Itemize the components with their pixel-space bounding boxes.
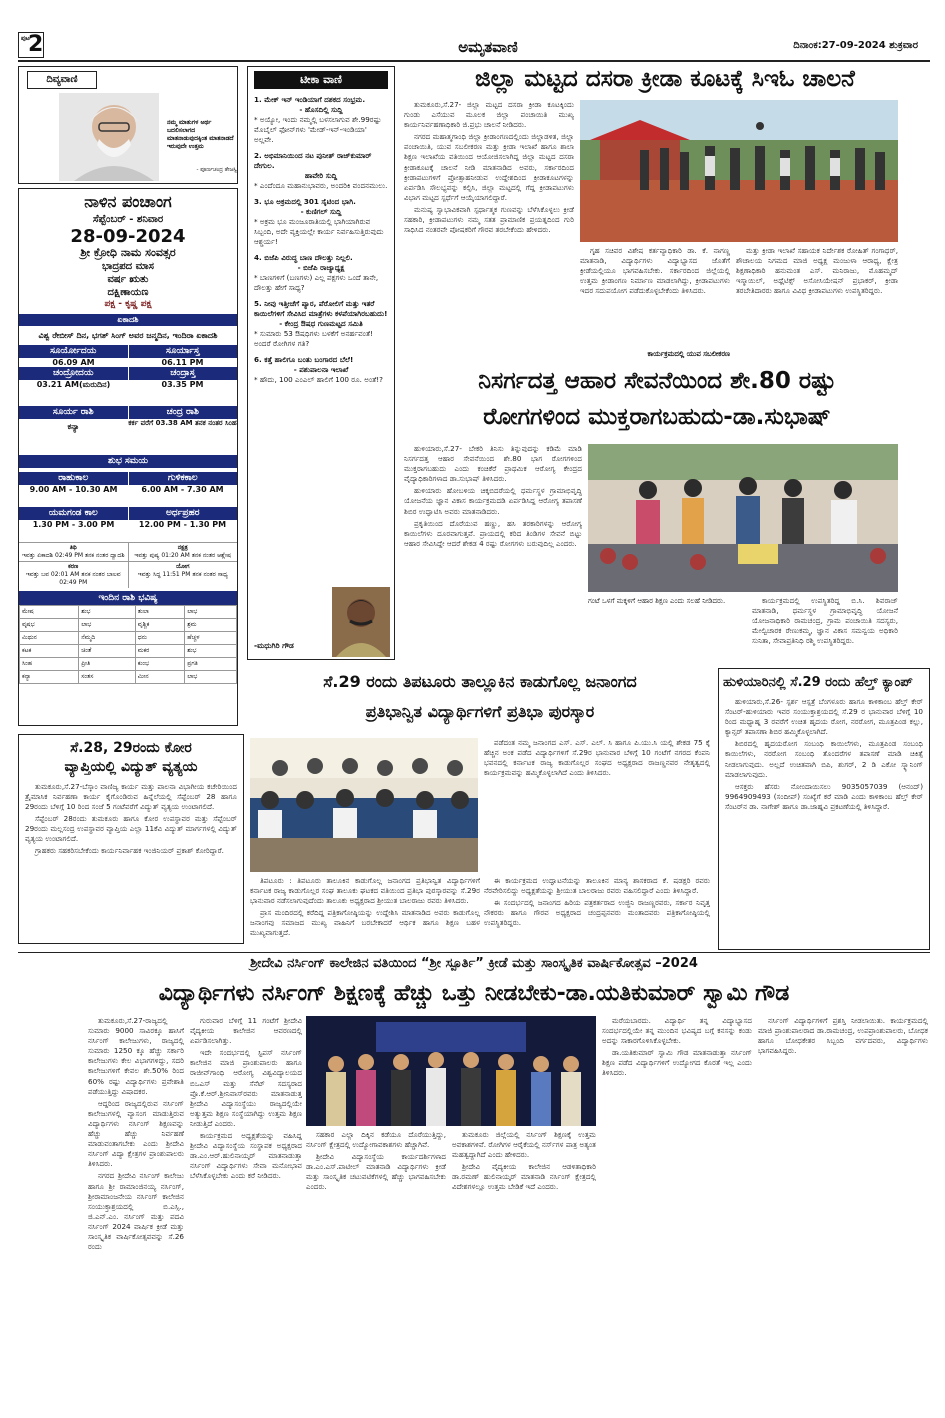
kadu-photo — [250, 738, 478, 872]
moonset-value: 03.35 PM — [161, 380, 204, 390]
paragraph: ಪಡೆದಂತ ನಮ್ಮ ಜನಾಂಗದ ಎಸ್. ಎಸ್. ಎಲ್. ಸಿ ಹಾಗೂ ಪಿ.ಯು.ಸಿ ಯಲ್ಲಿ ಶೇಕಡ 75 ಕ್ಕೆ ಹೆಚ್ಚಿನ ಅಂಕ ಪಡೆದ ವಿದ್ಯಾರ್ಥಿಗಳಿಗೆ ಸೆ.29ರ ಭಾನುವಾರ ಬೆಳಿಗ್ಗೆ 10 ಗಂಟೆಗೆ ನಗರದ ಕೆಂಪನಿ ಭವನದಲ್ಲಿ ಕರ್ನಾಟಕ ರಾಜ್ಯ ಕಾಡುಗೊಲ್ಲರ ಸಂಘದ ಅಧ್ಯಕ್ಷರಾದ ರಾಜಣ್ಣನವರ ನೇತೃತ್ವದಲ್ಲಿ ಕಾರ್ಯಕ್ರಮವನ್ನು ಹಮ್ಮಿಕೊಳ್ಳಲಾಗಿದೆ ಎಂದು ತಿಳಿಸಿದರು. — [484, 738, 710, 778]
power-body — [25, 782, 237, 932]
tithi-row — [19, 542, 237, 561]
teeka-list — [254, 95, 388, 585]
teeka-answer: * ಎಂದೆಂದೂ ಮಹಾನುಭಾವರು, ಅಂದರಿಕಿ ವಂದನಮುಲು. — [254, 181, 388, 190]
teeka-question: 6. ಕತ್ತೆ ಹಾಲಿಗೂ ಬಂತು ಬಂಗಾರದ ಬೆಲೆ! — [254, 355, 354, 364]
tithi-label: ತಿಥಿ — [69, 544, 77, 552]
panchanga-month-day: ಸೆಪ್ಟೆಂಬರ್ - ಶನಿವಾರ — [92, 213, 164, 225]
rashi-cell: ಕುಂಭ — [135, 658, 184, 671]
yama-labels — [19, 507, 237, 520]
divyavani-quote: ನಮ್ಮ ಮಾತುಗಳ ಅರ್ಥ ಬದಲಿಸಲಾಗದ ಮಾತನಾಡುವುದಕ್ಕಿಂತ ಮಾತನಾಡದೆ ಇರುವುದೇ ಉತ್ತಮ — [167, 119, 234, 150]
sunset-label: ಸೂರ್ಯಾಸ್ತ — [129, 345, 238, 358]
rashi-row — [20, 619, 237, 632]
masthead — [18, 30, 930, 62]
panchanga-paksha: ಪಕ್ಷ - ಕೃಷ್ಣ ಪಕ್ಷ — [104, 299, 152, 310]
teeka-source: - ಕುಣಿಗಲ್ ಸುದ್ದಿ — [300, 207, 342, 216]
rashi-cell: ಲಾಭ — [79, 619, 136, 632]
teeka-source: - ಪಶುಪಾಲನಾ ಇಲಾಖೆ — [293, 365, 349, 374]
nursing-col1 — [88, 1016, 184, 1412]
teeka-byline: -ಮಧುಗಿರಿ ಗೌಡ — [254, 641, 294, 650]
panchanga-box — [18, 188, 238, 726]
rashi-row — [20, 632, 237, 645]
paragraph: ಡಾ.ಯತಿಕುಮಾರ್ ಸ್ವಾಮಿ ಗೌಡ ಮಾತನಾಡುತ್ತಾ ನರ್ಸಿಂಗ್ ಶಿಕ್ಷಣ ಪಡೆದ ವಿದ್ಯಾರ್ಥಿಗಳಿಗೆ ಉದ್ಯೋಗದ ಕೊರತೆ ಇಲ್ಲ ಎಂದು ತಿಳಿಸಿದರು. — [602, 1048, 752, 1078]
teeka-answer: * ಅಕ್ರಮ ಭೂ ಮಂಜೂರಾತಿಯಲ್ಲಿ ಭಾಗಿಯಾಗಿರುವ ಸಿಬ್ಬಂದಿ, ಅದೇ ವ್ಯಕ್ತಿಯಲ್ಲೇ ಕಾರ್ಯ ನಿರ್ವಹಿಸುತ್ತಿರುವುದು ಆಶ್ಚರ್ಯ! — [254, 217, 384, 246]
surya-rashi-label: ಸೂರ್ಯ ರಾಶಿ — [19, 406, 129, 419]
ardha-label: ಅರ್ಧಪ್ರಹರ — [129, 507, 238, 520]
teeka-source: - ಕೇಂದ್ರ ಔಷಧ ಗುಣಮಟ್ಟದ ಸಮಿತಿ — [279, 319, 363, 328]
nakshatra-value: ಇವತ್ತು ಪುಷ್ಯ 01:20 AM ತನಕ ನಂತರ ಆಶ್ಲೇಷ — [134, 552, 232, 560]
rashi-cell: ವೃಶ್ಚಿಕ — [135, 619, 184, 632]
rashi-cell: ಮಿಥುನ — [20, 632, 79, 645]
paragraph: ತುಮಕೂರು ಜಿಲ್ಲೆಯಲ್ಲಿ ನರ್ಸಿಂಗ್ ಶಿಕ್ಷಣಕ್ಕೆ ಉತ್ತಮ ಅವಕಾಶಗಳಿವೆ. ರೋಗಿಗಳ ಆರೈಕೆಯಲ್ಲಿ ನರ್ಸ್‌ಗಳ ಪಾತ್ರ ಅತ್ಯಂತ ಮಹತ್ವದ್ದಾಗಿದೆ ಎಂದು ಹೇಳಿದರು. — [452, 1130, 596, 1160]
paragraph: ಶ್ರೀದೇವಿ ವೈದ್ಯಕೀಯ ಕಾಲೇಜಿನ ಆಡಳಿತಾಧಿಕಾರಿ ಡಾ.ರಮಣ್ ಹುಲಿನಾಯ್ಕರ್ ಮಾತನಾಡಿ ನರ್ಸಿಂಗ್ ಕ್ಷೇತ್ರದಲ್ಲಿ ವಿದೇಶಗಳಲ್ಲೂ ಉತ್ತಮ ಬೇಡಿಕೆ ಇದೆ ಎಂದರು. — [452, 1162, 596, 1192]
teeka-source: - ಬಿಜೆಪಿ ರಾಜ್ಯಾಧ್ಯಕ್ಷ — [297, 263, 345, 272]
ardha-value: 12.00 PM - 1.30 PM — [138, 520, 227, 530]
divyavani-heading: ದಿವ್ಯವಾಣಿ — [27, 71, 97, 89]
page-number: 2 — [28, 32, 44, 57]
nutrition-caption: ಗಂಟೆ ಒಳಗೆ ಮಕ್ಕಳಿಗೆ ಆಹಾರ ಶಿಕ್ಷಣ ಎಂದು ಸಲಹೆ ನೀಡಿದರು. — [588, 597, 726, 605]
power-story-box — [18, 734, 244, 944]
rashi-cell: ಹೆಚ್ಚಳ — [185, 632, 237, 645]
paragraph: ಕಾರ್ಯಕ್ರಮದಲ್ಲಿ ಉಪಸ್ಥಿತರಿದ್ದ ಬಿ.ಸಿ. ಶಿವರಾಜ್ ಮಾತನಾಡಿ, ಧರ್ಮಸ್ಥಳ ಗ್ರಾಮಾಭಿವೃದ್ಧಿ ಯೋಜನೆ ಯೋಜನಾಧಿಕಾರಿ ರಾಮಚಂದ್ರ, ಗ್ರಾಮ ಪಂಚಾಯಿತಿ ಸದಸ್ಯರು, ಮೇಲ್ವಿಚಾರಕ ರೇಣುಕಮ್ಮ, ಜ್ಞಾನ ವಿಕಾಸ ಸಮನ್ವಯ ಅಧಿಕಾರಿ ಸುನಿತಾ, ಸೇವಾಪ್ರತಿನಿಧಿ ರಶ್ಮಿ ಉಪಸ್ಥಿತರಿದ್ದರು. — [752, 596, 898, 646]
rashi-values — [19, 419, 237, 453]
rashi-table — [19, 605, 237, 684]
rashi-cell: ಲಾಭ — [185, 671, 237, 684]
rashi-cell: ವೃಷಭ — [20, 619, 79, 632]
nursing-col2 — [190, 1016, 302, 1412]
paragraph: ಹುಳಿಯಾರು,ಸೆ.26- ಸ್ಪರ್ಶ ಆಸ್ಪತ್ರೆ ಬೆಂಗಳೂರು ಹಾಗೂ ಕಾಳಿಕಾಂಬ ಹೆಲ್ತ್ ಕೇರ್ ಸೆಂಟರ್-ಹುಳಿಯಾರು ಇವರ ಸಂಯುಕ್ತಾಶ್ರಯದಲ್ಲಿ ಸೆ.29 ರ ಭಾನುವಾರ ಬೆಳಿಗ್ಗೆ 10 ರಿಂದ ಮಧ್ಯಾಹ್ನ 3 ರವರೆಗೆ ಉಚಿತ ಹೃದಯ ರೋಗ, ನರರೋಗ, ಮೂತ್ರಪಿಂಡ ಕಲ್ಲು, ಕ್ಯಾನ್ಸರ್ ತಪಾಸಣಾ ಶಿಬಿರ ಹಮ್ಮಿಕೊಳ್ಳಲಾಗಿದೆ. — [725, 697, 923, 737]
karana-cell — [19, 562, 129, 588]
rashi-cell: ತುಲಾ — [135, 606, 184, 619]
paragraph: ಸಹಕಾರ ಎಲ್ಲಾ ದಿಕ್ಕಿನ ಕಡೆಯೂ ದೊರೆಯುತ್ತಿದ್ದು, ನರ್ಸಿಂಗ್ ಕ್ಷೇತ್ರದಲ್ಲಿ ಉದ್ಯೋಗಾವಕಾಶಗಳು ಹೆಚ್ಚಾಗಿವೆ. — [306, 1130, 446, 1150]
rashi-cell: ಪ್ರೀತಿ — [79, 658, 136, 671]
paragraph: ಆಸಕ್ತರು ಹೆಸರು ನೋಂದಾಯಿಸಲು 9035057039 (ಆನಂದ್) 9964909493 (ಸಂದೀಪ್) ಸಂಖ್ಯೆಗೆ ಕರೆ ಮಾಡಿ ಎಂದು ಕಾಳಿಕಾಂಬ ಹೆಲ್ತ್ ಕೇರ್ ಸೆಂಟರ್‌ನ ಡಾ. ನಾಗೇಶ್ ಹಾಗೂ ಡಾ.ಜಾಹ್ನವಿ ಪ್ರಕಟಣೆಯಲ್ಲಿ ತಿಳಿಸಿದ್ದಾರೆ. — [725, 781, 923, 811]
rashi-labels — [19, 406, 237, 419]
paragraph: ತುಮಕೂರು,ಸೆ.27- ಜಿಲ್ಲಾ ಮಟ್ಟದ ದಸರಾ ಕ್ರೀಡಾ ಕೂಟಕ್ಕಿಂದು ಗುಂಡು ಎಸೆಯುವ ಮೂಲಕ ಜಿಲ್ಲಾ ಪಂಚಾಯಿತಿ ಮುಖ್ಯ ಕಾರ್ಯನಿರ್ವಹಣಾಧಿಕಾರಿ ಜಿ.ಪ್ರಭು ಚಾಲನೆ ನೀಡಿದರು. — [404, 100, 574, 130]
rashi-row — [20, 671, 237, 684]
yoga-cell — [129, 562, 238, 588]
sports-photo — [580, 100, 898, 242]
special-day: ವಿಶ್ವ ರೇಬೀಸ್ ದಿನ, ಭಗತ್ ಸಿಂಗ್ ಅವರ ಜನ್ಮದಿನ, ಇಂದಿರಾ ಏಕಾದಶಿ — [38, 331, 218, 341]
teeka-answer: * ಅಯ್ಯೋ, ಇಂದು ನಮ್ಮಲ್ಲಿ ಬಳಸಲಾಗುವ ಶೇ.99ರಷ್ಟು ಮೊಬೈಲ್ ಫೋನ್‌ಗಳು 'ಮೇಡ್-ಇನ್-ಇಂಡಿಯಾ' ಅಲ್ಲವೇ. — [254, 115, 382, 144]
rashi-cell: ಚಿಂತೆ — [79, 645, 136, 658]
karana-row — [19, 561, 237, 588]
rashi-cell: ಕನ್ಯಾ — [20, 671, 79, 684]
teeka-question: 1. ಮೇಕ್ ಇನ್ ಇಂಡಿಯಾಗೆ ದಶಕದ ಸಂಭ್ರಮ. — [254, 95, 366, 104]
rashi-cell: ಸಂತಸ — [79, 671, 136, 684]
paragraph: ನಗರದ ಮಹಾತ್ಮಗಾಂಧಿ ಜಿಲ್ಲಾ ಕ್ರೀಡಾಂಗಣದಲ್ಲಿಂದು ಜಿಲ್ಲಾಡಳಿತ, ಜಿಲ್ಲಾ ಪಂಚಾಯಿತಿ, ಯುವ ಸಬಲೀಕರಣ ಮತ್ತು ಕ್ರೀಡಾ ಇಲಾಖೆ ಹಾಗೂ ಶಾಲಾ ಶಿಕ್ಷಣ ಇಲಾಖೆಯ ವತಿಯಿಂದ ಆಯೋಜಿಸಲಾಗಿದ್ದ ಜಿಲ್ಲಾ ಮಟ್ಟದ ದಸರಾ ಕ್ರೀಡಾಕೂಟಕ್ಕೆ ಚಾಲನೆ ನೀಡಿ ಮಾತನಾಡಿದ ಅವರು, ಸರ್ಕಾರದಿಂದ ಕ್ರೀಡಾಪಟುಗಳಿಗೆ ಪ್ರೋತ್ಸಾಹನೀಡುವ ಉದ್ದೇಶದಿಂದ ಕ್ರೀಡಾಕೂಟಗಳನ್ನು ಏರ್ಪಡಿಸಿ ಸೌಲಭ್ಯವನ್ನು ಕಲ್ಪಿಸಿ, ಜಿಲ್ಲಾ ಮಟ್ಟದಲ್ಲಿ ಗೆದ್ದ ಕ್ರೀಡಾಪಟುಗಳು ವಿಭಾಗ ಮಟ್ಟದ ಸ್ಪರ್ಧೆಗೆ ಆಯ್ಕೆಯಾಗಲಿದ್ದಾರೆ. — [404, 132, 574, 202]
surya-rashi-value: ಕನ್ಯಾ — [67, 422, 80, 432]
rashi-row — [20, 645, 237, 658]
divyavani-box — [18, 66, 238, 184]
chandra-rashi-label: ಚಂದ್ರ ರಾಶಿ — [129, 406, 238, 419]
paragraph: ನಗರದ ಶ್ರೀದೇವಿ ನರ್ಸಿಂಗ್ ಕಾಲೇಜು ಹಾಗೂ ಶ್ರೀ ರಾಮಾಂಜಿನಯ್ಯ ನರ್ಸಿಂಗ್, ಶ್ರೀರಾಮಾಂಜನೇಯ ನರ್ಸಿಂಗ್ ಕಾಲೇಜಿನ ಸಂಯುಕ್ತಾಶ್ರಯದಲ್ಲಿ ಬಿ.ಎಸ್ಸಿ., ಜಿ.ಎನ್.ಎಂ. ನರ್ಸಿಂಗ್ ಮತ್ತು ಪದವಿ ನರ್ಸಿಂಗ್ 2024 ವಾರ್ಷಿಕ ಕ್ರೀಡೆ ಮತ್ತು ಸಾಂಸ್ಕೃತಿಕ ವಾರ್ಷಿಕೋತ್ಸವವನ್ನು ಸೆ.26 ರಂದು — [88, 1171, 184, 1252]
teeka-item — [254, 355, 388, 385]
rahu-value: 9.00 AM - 10.30 AM — [29, 485, 118, 495]
sports-col1 — [404, 100, 574, 358]
gulika-label: ಗುಳಿಕಕಾಲ — [129, 472, 238, 485]
chandra-rashi-value: ಕರ್ಕ ವರೆಗೆ 03.38 AM ತನಕ ನಂತರ ಸಿಂಹ — [128, 419, 237, 428]
nutrition-photo — [588, 444, 898, 592]
rashi-cell: ಶುಭ — [79, 606, 136, 619]
rashi-row — [20, 658, 237, 671]
paragraph: ಹುಳಿಯಾರು ಹೋಬಳಿಯ ಚಿಕ್ಕಬಿದರೆಯಲ್ಲಿ ಧರ್ಮಸ್ಥಳ ಗ್ರಾಮಾಭಿವೃದ್ಧಿ ಯೋಜನೆಯ ಜ್ಞಾನ ವಿಕಾಸ ಕಾರ್ಯಕ್ರಮದಡಿ ಏರ್ಪಡಿಸಿದ್ದ ಆರೋಗ್ಯ ತಪಾಸಣೆ ಶಿಬಿರ ಉದ್ಘಾಟಿಸಿ ಅವರು ಮಾತನಾಡಿದರು. — [404, 486, 582, 516]
paragraph: ಪ್ರಾಸ ಮಂದಿರದಲ್ಲಿ ಕರೆದಿದ್ದ ಪತ್ರಿಕಾಗೋಷ್ಠಿಯನ್ನು ಉದ್ದೇಶಿಸಿ ಮಾತನಾಡಿದ ಅವರು ಕಾಡುಗೊಲ್ಲ ಜನಾಂಗವು ಸಮಾಜದ ಮುಖ್ಯ ವಾಹಿನಿಗೆ ಬರಬೇಕಾದರೆ ಆರ್ಥಿಕ ಹಾಗೂ ಶಿಕ್ಷಣ ಬಹಳ ಮುಖ್ಯವಾಗುತ್ತದೆ. — [250, 908, 480, 938]
teeka-answer: * ಬಾಣಗಳಿಗೆ (ಬಣಗಳು) ಎಲ್ಲ ಪಕ್ಷಗಳು ಒಂದೆ ತಾನೇ, ದೌಲತ್ತು ಹೇಗೆ ಸಾಧ್ಯ? — [254, 273, 379, 292]
teeka-question: 2. ಅಭಿಮಾನಿಯಿಂದ ನಟ ಪುನೀತ್ ರಾಜ್‌ಕುಮಾರ್ ದೇಗುಲ. — [254, 151, 372, 170]
teeka-box — [247, 66, 395, 660]
paragraph: ಮನುಷ್ಯ ಸ್ವಾಭಾವಿಕವಾಗಿ ಸ್ಪರ್ಧಾತ್ಮಕ ಗುಣವನ್ನು ಬೆಳೆಸಿಕೊಳ್ಳಲು ಕ್ರೀಡೆ ಸಹಕಾರಿ, ಕ್ರೀಡಾಪಟುಗಳು ನಮ್ಮ ಸತತ ಪ್ರಾಮಾಣಿಕ ಪ್ರಯತ್ನದಿಂದ ಗುರಿ ಸಾಧಿಸಿದ ನಂತರವೇ ಪೋಷಕರಿಗೆ ಗೌರವ ತರಬೇಕೆಂದು ಹೇಳಿದರು. — [404, 204, 574, 235]
gulika-value: 6.00 AM - 7.30 AM — [141, 485, 224, 495]
kadu-col2 — [484, 738, 710, 872]
moonrise-value: 03.21 AM(ಮರುದಿನ) — [36, 380, 111, 390]
nursing-col3 — [306, 1130, 446, 1412]
rashi-cell: ಸಿಂಹ — [20, 658, 79, 671]
paragraph: ಗುರುವಾರ ಬೆಳಿಗ್ಗೆ 11 ಗಂಟೆಗೆ ಶ್ರೀದೇವಿ ವೈದ್ಯಕೀಯ ಕಾಲೇಜಿನ ಆವರಣದಲ್ಲಿ ಏರ್ಪಡಿಸಲಾಗಿತ್ತು. — [190, 1016, 302, 1046]
rashi-cell: ಧನು — [135, 632, 184, 645]
rashi-cell: ಶುಭ — [185, 645, 237, 658]
health-body — [725, 697, 923, 925]
panchanga-date: 28-09-2024 — [70, 225, 186, 247]
paragraph: ಪ್ರಕೃತಿಯಿಂದ ದೊರೆಯುವ ಹಣ್ಣು, ಹಸಿ ತರಕಾರಿಗಳನ್ನು ಆರೋಗ್ಯ ಕಾಯಿಲೆಗಳು ದೂರವಾಗುತ್ತವೆ. ಪ್ರಾಯದಲ್ಲಿ ಕರಿದ ತಿಂಡಿಗಳ ಸೇವನೆ ಬಿಟ್ಟು ಆಹಾರ ಸೇವಿಸಿದ್ದೇ ಆದರೆ ಶೇಕಡ 4 ರಷ್ಟು ರೋಗಗಳು ಬರುವುದಿಲ್ಲ ಎಂದರು. — [404, 518, 582, 548]
moonrise-label: ಚಂದ್ರೋದಯ — [19, 367, 129, 380]
paragraph: ತಿಪಟೂರು : ತಿಪಟೂರು ತಾಲೂಕಿನ ಕಾಡುಗೊಲ್ಲ ಜನಾಂಗದ ಪ್ರತಿಭಾನ್ವಿತ ವಿದ್ಯಾರ್ಥಿಗಳಿಗೆ ಕರ್ನಾಟಕ ರಾಜ್ಯ ಕಾಡುಗೊಲ್ಲರ ಸಂಘ ತಾಲೂಕು ಘಟಕದ ವತಿಯಿಂದ ಪ್ರತಿಭಾ ಪುರಸ್ಕಾರವನ್ನು ಸೆ.29ರ ಭಾನುವಾರ ನಡೆಸಲಾಗುವುದೆಂದು ತಾಲೂಕು ಅಧ್ಯಕ್ಷರಾದ ಶ್ರೀಯುತ ಬಾಲರಾಜು ರವರು ತಿಳಿಸಿದರು. — [250, 876, 480, 906]
teeka-question: 5. ನೀವು ಇತ್ತೀಚೆಗೆ ಪ್ಯಾರ, ಪೆರೋಲಿಗೆ ಮತ್ತು ಇತರೆ ಕಾಯಿಲೆಗಳಿಗೆ ಸೇವಿಸಿದ ಮಾತ್ರೆಗಳು ಕಳಪೆಯಾಗಿರಬಹುದು! — [254, 299, 388, 318]
nursing-headline: ವಿದ್ಯಾರ್ಥಿಗಳು ನರ್ಸಿಂಗ್ ಶಿಕ್ಷಣಕ್ಕೆ ಹೆಚ್ಚು ಒತ್ತು ನೀಡಬೇಕು-ಡಾ.ಯತಿಕುಮಾರ್ ಸ್ವಾಮಿ ಗೌಡ — [158, 981, 790, 1006]
paragraph: ಶಿಬಿರದಲ್ಲಿ ಹೃದಯರೋಗ ಸಂಬಂಧಿ ಕಾಯಿಲೆಗಳು, ಮೂತ್ರಪಿಂಡ ಸಂಬಂಧಿ ಕಾಯಿಲೆಗಳು, ನರರೋಗ ಸಂಬಂಧಿ ತೊಂದರೆಗಳ ತಪಾಸಣೆ ಮಾಡಿ ಚಿಕಿತ್ಸೆ ನೀಡಲಾಗುವುದು. ಅಲ್ಲದೆ ಉಚಿತವಾಗಿ ಬಿಪಿ, ಶುಗರ್, 2 ಡಿ ಎಕೋ ಸ್ಕ್ಯಾನಿಂಗ್ ಮಾಡಲಾಗುವುದು. — [725, 739, 923, 779]
paragraph: ಗ್ರಾಹಕರು ಸಹಕರಿಸಬೇಕೆಂದು ಕಾರ್ಯನಿರ್ವಾಹಕ ಇಂಜಿನಿಯರ್ ಪ್ರಕಾಶ್ ಕೋರಿದ್ದಾರೆ. — [35, 846, 224, 856]
paragraph: ತುಮಕೂರು,ಸೆ.27-ಬೆಸ್ಕಾಂ ವಾಣಿಜ್ಯ ಕಾರ್ಯ ಮತ್ತು ಪಾಲನಾ ವಿಭಾಗೀಯ ಕಚೇರಿಯಿಂದ ತ್ರೈಮಾಸಿಕ ನಿರ್ವಹಣಾ ಕಾರ್ಯ ಕೈಗೊಂಡಿರುವ ಹಿನ್ನೆಲೆಯಲ್ಲಿ ಸೆಪ್ಟೆಂಬರ್ 28 ಹಾಗೂ 29ರಂದು ಬೆಳಿಗ್ಗೆ 10 ರಿಂದ ಸಂಜೆ 5 ಗಂಟೆವರೆಗೆ ವಿದ್ಯುತ್ ವ್ಯತ್ಯಯ ಉಂಟಾಗಲಿದೆ. — [25, 781, 237, 811]
sports-headline: ಜಿಲ್ಲಾ ಮಟ್ಟದ ದಸರಾ ಕ್ರೀಡಾ ಕೂಟಕ್ಕೆ ಸಿಇಓ ಚಾಲನೆ — [475, 66, 855, 92]
sunset-value: 06.11 PM — [161, 358, 204, 368]
teeka-item — [254, 197, 388, 247]
teeka-question: 4. ಬಿಜೆಪಿ ವಿರುದ್ಧ ಬಾಣ ದೌಲತ್ತು ನಿಲ್ಲಲಿ. — [254, 253, 353, 262]
paper-name: ಅಮೃತವಾಣಿ — [458, 38, 518, 56]
paragraph: ಮತ್ತು ಕ್ರೀಡಾ ಇಲಾಖೆ ಸಹಾಯಕ ನಿರ್ದೇಶಕ ರೋಹಿತ್ ಗಂಗಾಧರ್, ಶೌಚಾಲಯ ನಿಗಮದ ಮಾಜಿ ಅಧ್ಯಕ್ಷ ಮಂಜುಳಾ ಆರಾಧ್ಯ, ಕ್ಷೇತ್ರ ಶಿಕ್ಷಣಾಧಿಕಾರಿ ಹನುಮಂತ ಎಸ್. ಮನಿರಾಜು, ಮೊಹಮ್ಮದ್ ಇಸ್ಮಾಯಿಲ್, ಅಥ್ಲೆಟಿಕ್ಸ್ ಅಸೋಸಿಯೇಷನ್ ಪ್ರಭಾಕರ್, ಕ್ರೀಡಾ ತರಬೇತಿದಾರರು ಹಾಗೂ ವಿವಿಧ ಕ್ರೀಡಾಪಟುಗಳು ಉಪಸ್ಥಿತರಿದ್ದರು. — [736, 246, 898, 296]
nursing-photo — [306, 1016, 596, 1126]
yama-values — [19, 520, 237, 542]
ekadashi-bar: ಏಕಾದಶಿ — [19, 314, 237, 326]
paragraph: ತುಮಕೂರು,ಸೆ.27-ರಾಜ್ಯದಲ್ಲಿ ಸುಮಾರು 9000 ಸಾವಿರಕ್ಕೂ ಹಾಸಿಗೆ ನರ್ಸಿಂಗ್ ಕಾಲೇಜುಗಳು, ರಾಜ್ಯದಲ್ಲಿ ಸುಮಾರು 1250 ಕ್ಕೂ ಹೆಚ್ಚು ಸರ್ಕಾರಿ ಕಾಲೇಜುಗಳು ಕೇಲ ವಿಭಾಗಗಳಿದ್ದು, ಸದರಿ ಕಾಲೇಜುಗಳಿಗೆ ಕೇವಲ ಶೇ.50% ರಿಂದ 60% ರಷ್ಟು ವಿದ್ಯಾರ್ಥಿಗಳು ಪ್ರವೇಶಾತಿ ಪಡೆಯುತ್ತಿದ್ದು ವಿಷಾದಕರ. — [88, 1016, 184, 1096]
health-camp-headline: ಹುಳಿಯಾರಿನಲ್ಲಿ ಸೆ.29 ರಂದು ಹೆಲ್ತ್ ಕ್ಯಾಂಪ್ — [723, 675, 913, 690]
tithi-value: ಇವತ್ತು ಏಕಾದಶಿ 02:49 PM ತನಕ ನಂತರ ದ್ವಾದಶಿ — [21, 552, 125, 560]
paragraph: ಆದ್ದರಿಂದ ರಾಜ್ಯದಲ್ಲಿರುವ ನರ್ಸಿಂಗ್ ಕಾಲೇಜುಗಳಲ್ಲಿ ವ್ಯಾಸಂಗ ಮಾಡುತ್ತಿರುವ ವಿದ್ಯಾರ್ಥಿಗಳು ನರ್ಸಿಂಗ್ ಶಿಕ್ಷಣವನ್ನು ಹೆಚ್ಚು ಹೆಚ್ಚು ನಿರ್ವಹಣೆ ಮಾಡುವಂತಾಗಬೇಕು ಎಂದು ಶ್ರೀದೇವಿ ನರ್ಸಿಂಗ್ ವಿದ್ಯಾ ಕ್ಷೇತ್ರಗಳ ಪ್ರಾಂಶುಪಾಲರು ತಿಳಿಸಿದರು. — [88, 1098, 184, 1169]
teeka-item — [254, 151, 388, 191]
rahu-labels — [19, 472, 237, 485]
sports-col3 — [736, 246, 898, 358]
rahu-values — [19, 485, 237, 507]
paragraph: ನರ್ಸಿಂಗ್ ವಿದ್ಯಾರ್ಥಿಗಳಿಗೆ ಪ್ರಶಸ್ತಿ ನೀಡಲಾಯಿತು. ಕಾರ್ಯಕ್ರಮದಲ್ಲಿ ಮಾಜಿ ಪ್ರಾಂಶುಪಾಲರಾದ ಡಾ.ರಾಮಚಂದ್ರ, ಉಪಪ್ರಾಂಶುಪಾಲರು, ಬೋಧಕ ಹಾಗೂ ಬೋಧಕೇತರ ಸಿಬ್ಬಂದಿ ವರ್ಗದವರು, ವಿದ್ಯಾರ್ಥಿಗಳು ಭಾಗವಹಿಸಿದ್ದರು. — [758, 1016, 928, 1056]
moon-values — [19, 380, 237, 406]
nutrition-col1 — [404, 444, 582, 662]
kadu-col2b — [484, 876, 710, 946]
rashi-cell: ಶ್ರಮ — [185, 619, 237, 632]
paragraph: ಮರೆಯಬಾರದು. ವಿದ್ಯಾರ್ಥಿ ತನ್ನ ವಿದ್ಯಾಭ್ಯಾಸದ ಸಂದರ್ಭದಲ್ಲಿಯೇ ತನ್ನ ಮುಂದಿನ ಭವಿಷ್ಯದ ಬಗ್ಗೆ ಕನಸನ್ನು ಕಂಡು ಅದನ್ನು ಸಾಕಾರಗೊಳಿಸಿಕೊಳ್ಳಬೇಕು. — [602, 1016, 752, 1046]
nutrition-headline-2: ರೋಗಗಳಿಂದ ಮುಕ್ತರಾಗಬಹುದು-ಡಾ.ಸುಭಾಷ್ — [483, 404, 831, 430]
rashi-cell: ಮೇಷ — [20, 606, 79, 619]
kadu-headline-1: ಸೆ.29 ರಂದು ತಿಪಟೂರು ತಾಲ್ಲೂಕಿನ ಕಾಡುಗೊಲ್ಲ ಜನಾಂಗದ — [323, 672, 637, 691]
nakshatra-cell — [129, 543, 238, 561]
sun-labels — [19, 345, 237, 358]
page-number-box — [18, 32, 44, 58]
divyavani-attribution: - ಪೂರ್ಣಚಂದ್ರ ತೇಜಸ್ವಿ — [196, 167, 237, 173]
kadu-col1 — [250, 876, 480, 946]
karana-value: ಇವತ್ತು ಬವ 02:01 AM ತನಕ ನಂತರ ಬಾಲವ 02:49 PM — [25, 571, 121, 587]
karana-label: ಕರಣ — [68, 563, 79, 571]
yama-value: 1.30 PM - 3.00 PM — [32, 520, 115, 530]
teeka-source: - ಹೊಸದಿಲ್ಲಿ ಸುದ್ದಿ — [299, 105, 343, 114]
rashi-cell: ಮೀನ — [135, 671, 184, 684]
nakshatra-label: ನಕ್ಷತ್ರ — [177, 544, 188, 552]
rahu-label: ರಾಹುಕಾಲ — [19, 472, 129, 485]
panchanga-ayana: ದಕ್ಷಿಣಾಯಣ — [107, 287, 149, 299]
yoga-label: ಯೋಗ — [175, 563, 190, 571]
power-headline-2: ವ್ಯಾಪ್ತಿಯಲ್ಲಿ ವಿದ್ಯುತ್ ವ್ಯತ್ಯಯ — [64, 759, 198, 776]
date-line: ದಿನಾಂಕ:27-09-2024 ಶುಕ್ರವಾರ — [793, 40, 918, 51]
nursing-col5 — [602, 1016, 752, 1412]
power-headline-1: ಸೆ.28, 29ರಂದು ಕೋರ — [70, 740, 192, 756]
rashi-row — [20, 606, 237, 619]
paragraph: ಸೆಪ್ಟೆಂಬರ್ 28ರಂದು ತುಮಕೂರು ಹಾಗೂ ಕೋರ ಉಪಸ್ಥಾವರ ಮತ್ತು ಸೆಪ್ಟೆಂಬರ್ 29ರಂದು ಮಲ್ಲಸಂದ್ರ ಉಪಸ್ಥಾವರ ವ್ಯಾಪ್ತಿಯ ಎಲ್ಲಾ 11ಕೆವಿ ವಿದ್ಯುತ್ ಮಾರ್ಗಗಳಲ್ಲಿ ವಿದ್ಯುತ್ ವ್ಯತ್ಯಯ ಉಂಟಾಗಲಿದೆ. — [25, 814, 237, 844]
columnist-photo — [332, 587, 390, 657]
teeka-item — [254, 299, 388, 349]
author-portrait — [59, 93, 159, 181]
teeka-source: ಹಾವೇರಿ ಸುದ್ದಿ — [304, 171, 338, 180]
rashi-cell: ಲಾಭ — [185, 606, 237, 619]
panchanga-samvatsara: ಶ್ರೀ ಕ್ರೋಧಿ ನಾಮ ಸಂವತ್ಸರ — [80, 246, 176, 260]
paragraph: ಈ ಕಾರ್ಯಕ್ರಮದ ಉದ್ಘಾಟನೆಯನ್ನು ತಾಲೂಕಿನ ಮಾನ್ಯ ಶಾಸಕರಾದ ಕೆ. ಷಡಕ್ಷರಿ ರವರು ನೆರವೇರಿಸಲಿದ್ದು ಅಧ್ಯಕ್ಷತೆಯನ್ನು ಶ್ರೀಯುತ ಬಾಲರಾಜು ರವರು ವಹಿಸಲಿದ್ದಾರೆ ಎಂದು ತಿಳಿಸಿದ್ದಾರೆ. — [484, 876, 710, 896]
paragraph: ಗೃಹ ಸಚಿವರ ವಿಶೇಷ ಕರ್ತವ್ಯಾಧಿಕಾರಿ ಡಾ. ಕೆ. ನಾಗಣ್ಣ ಮಾತನಾಡಿ, ವಿದ್ಯಾರ್ಥಿಗಳು ವಿದ್ಯಾಭ್ಯಾಸದ ಜೊತೆಗೆ ಕ್ರೀಡೆಯಲ್ಲಿಯೂ ಭಾಗವಹಿಸಬೇಕು. ಸರ್ಕಾರದಿಂದ ಜಿಲ್ಲೆಯಲ್ಲಿ ಉತ್ತಮ ಕ್ರೀಡಾಂಗಣ ನಿರ್ಮಾಣ ಮಾಡಲಾಗಿದ್ದು, ಕ್ರೀಡಾಪಟುಗಳು ಇದರ ಸದುಪಯೋಗ ಪಡೆದುಕೊಳ್ಳಬೇಕೆಂದು ತಿಳಿಸಿದರು. — [580, 246, 730, 296]
sports-caption: ಕಾರ್ಯಕ್ರಮದಲ್ಲಿ ಯುವ ಸಬಲೀಕರಣ — [647, 350, 730, 358]
paragraph: ಕಾರ್ಯಕ್ರಮದ ಅಧ್ಯಕ್ಷತೆಯನ್ನು ವಹಿಸಿದ್ದ ಶ್ರೀದೇವಿ ವಿದ್ಯಾಸಂಸ್ಥೆಯ ಸಂಸ್ಥಾಪಕ ಅಧ್ಯಕ್ಷರಾದ ಡಾ.ಎಂ.ಆರ್.ಹುಲಿನಾಯ್ಕರ್ ಮಾತನಾಡುತ್ತಾ ನರ್ಸಿಂಗ್ ವಿದ್ಯಾರ್ಥಿಗಳು ಸೇವಾ ಮನೋಭಾವ ಬೆಳೆಸಿಕೊಳ್ಳಬೇಕು ಎಂದು ಕರೆ ನೀಡಿದರು. — [190, 1131, 302, 1181]
panchanga-ruthu: ವರ್ಷ ಋತು — [107, 274, 149, 286]
sunrise-value: 06.09 AM — [52, 358, 95, 368]
sun-values — [19, 358, 237, 367]
teeka-question: 3. ಭೂ ಅಕ್ರಮದಲ್ಲಿ 301 ಸೈಟಿಂದ ಭಾಗಿ. — [254, 197, 356, 206]
sunrise-label: ಸೂರ್ಯೋದಯ — [19, 345, 129, 358]
yoga-value: ಇವತ್ತು ಸಿದ್ಧ 11:51 PM ತನಕ ನಂತರ ಸಾಧ್ಯ — [137, 571, 228, 579]
sports-col2 — [580, 246, 730, 358]
nursing-col6 — [758, 1016, 928, 1412]
health-camp-box — [718, 668, 930, 950]
teeka-item — [254, 95, 388, 145]
kadu-headline-2: ಪ್ರತಿಭಾನ್ವಿತ ವಿದ್ಯಾರ್ಥಿಗಳಿಗೆ ಪ್ರತಿಭಾ ಪುರಸ್ಕಾರ — [365, 702, 595, 721]
rashi-cell: ಮಕರ — [135, 645, 184, 658]
panchanga-heading: ನಾಳಿನ ಪಂಚಾಂಗ — [84, 192, 172, 211]
paragraph: ಹುಳಿಯಾರು,ಸೆ.27- ಬೇಕರಿ ತಿನಿಸು ತಿನ್ನುವುದನ್ನು ಕಡಿಮೆ ಮಾಡಿ ನಿಸರ್ಗದತ್ತ ಆಹಾರ ಸೇವನೆಯಿಂದ ಶೇ.80 ಭಾಗ ರೋಗಗಳಿಂದ ಮುಕ್ತರಾಗಬಹುದು ಎಂದು ಕಂಚಿಕೆರೆ ಪ್ರಾಥಮಿಕ ಆರೋಗ್ಯ ಕೇಂದ್ರದ ವೈದ್ಯಾಧಿಕಾರಿಗಳಾದ ಡಾ.ಸುಭಾಷ್ ತಿಳಿಸಿದರು. — [404, 444, 582, 484]
rashi-cell: ಕಟಕ — [20, 645, 79, 658]
rashi-cell: ನೆಮ್ಮದಿ — [79, 632, 136, 645]
page-label: ಪುಟ — [21, 35, 30, 42]
paragraph: ಶ್ರೀದೇವಿ ವಿದ್ಯಾಸಂಸ್ಥೆಯ ಕಾರ್ಯದರ್ಶಿಗಳಾದ ಡಾ.ಎಂ.ಎಸ್.ಪಾಟೀಲ್ ಮಾತನಾಡಿ ವಿದ್ಯಾರ್ಥಿಗಳು ಕ್ರೀಡೆ ಮತ್ತು ಸಾಂಸ್ಕೃತಿಕ ಚಟುವಟಿಕೆಗಳಲ್ಲಿ ಹೆಚ್ಚು ಭಾಗವಹಿಸಬೇಕು ಎಂದರು. — [306, 1152, 446, 1192]
yama-label: ಯಮಗಂಡ ಕಾಲ — [19, 507, 129, 520]
teeka-answer: * ಸುಮಾರು 53 ಔಷಧಿಗಳು ಬಳಕೆಗೆ ಅನರ್ಹವಂತೆ! ಅಂದರೆ ರೋಗಿಗಳ ಗತಿ? — [254, 329, 373, 348]
teeka-answer: * ಹೌದು, 100 ಎಂಎಲ್ ಹಾಲಿಗೆ 100 ರೂ. ಅಂತೆ!? — [254, 375, 383, 384]
paragraph: ಇದೇ ಸಂದರ್ಭದಲ್ಲಿ ಸ್ಟಿಪಸ್ ನರ್ಸಿಂಗ್ ಕಾಲೇಜಿನ ಮಾಜಿ ಪ್ರಾಂಶುಪಾಲರು ಹಾಗೂ ರಾಜೀವ್‌ಗಾಂಧಿ ಆರೋಗ್ಯ ವಿಶ್ವವಿದ್ಯಾಲಯದ ಬಿಒಎಸ್ ಮತ್ತು ಸೆನೆಟ್ ಸದಸ್ಯರಾದ ಪ್ರೊ.ಕೆ.ಆರ್.ಶ್ರೀನಿವಾಸ್‌ರವರು ಮಾತನಾಡುತ್ತ ಶ್ರೀದೇವಿ ವಿದ್ಯಾಸಂಸ್ಥೆಯು ರಾಜ್ಯದಲ್ಲಿಯೇ ಅತ್ಯುತ್ತಮ ಶಿಕ್ಷಣ ಸಂಸ್ಥೆಯಾಗಿದ್ದು ಉತ್ತಮ ಶಿಕ್ಷಣ ನೀಡುತ್ತಿದೆ ಎಂದರು. — [190, 1048, 302, 1128]
teeka-heading: ಟೀಕಾ ವಾಣಿ — [254, 71, 388, 89]
nursing-col4 — [452, 1130, 596, 1412]
teeka-item — [254, 253, 388, 293]
tithi-cell — [19, 543, 129, 561]
nutrition-col2 — [752, 596, 898, 662]
panchanga-masa: ಭಾದ್ರಪದ ಮಾಸ — [102, 261, 154, 273]
nursing-banner: ಶ್ರೀದೇವಿ ನರ್ಸಿಂಗ್ ಕಾಲೇಜಿನ ವತಿಯಿಂದ “ಶ್ರೀ ಸ್ಪೂರ್ತಿ” ಕ್ರೀಡೆ ಮತ್ತು ಸಾಂಸ್ಕೃತಿಕ ವಾರ್ಷಿಕೋತ್ಸವ –2024 — [18, 952, 930, 974]
nutrition-headline-1: ನಿಸರ್ಗದತ್ತ ಆಹಾರ ಸೇವನೆಯಿಂದ ಶೇ.80 ರಷ್ಟು — [478, 368, 836, 394]
paragraph: ಈ ಸಂದರ್ಭದಲ್ಲಿ ಜನಾಂಗದ ಹಿರಿಯ ಪತ್ರಕರ್ತರಾದ ಉಜ್ಜಿನಿ ರಾಜಣ್ಣರವರು, ಸರ್ಕಾರ ನಿವೃತ್ತ ನೌಕರರು ಹಾಗೂ ಗೌರವ ಅಧ್ಯಕ್ಷರಾದ ಚಂದ್ರಪ್ಪನವರು ಮಂತಾದವರು ಪತ್ರಿಕಾಗೋಷ್ಠಿಯಲ್ಲಿ ಉಪಸ್ಥಿತರಿದ್ದರು. — [484, 898, 710, 928]
shubha-samaya-bar: ಶುಭ ಸಮಯ — [19, 455, 237, 468]
moon-labels — [19, 367, 237, 380]
moonset-label: ಚಂದ್ರಾಸ್ತ — [129, 367, 238, 380]
rashi-cell: ಪ್ರಗತಿ — [185, 658, 237, 671]
rashi-bhavishya-heading: ಇಂದಿನ ರಾಶಿ ಭವಿಷ್ಯ — [19, 591, 237, 605]
